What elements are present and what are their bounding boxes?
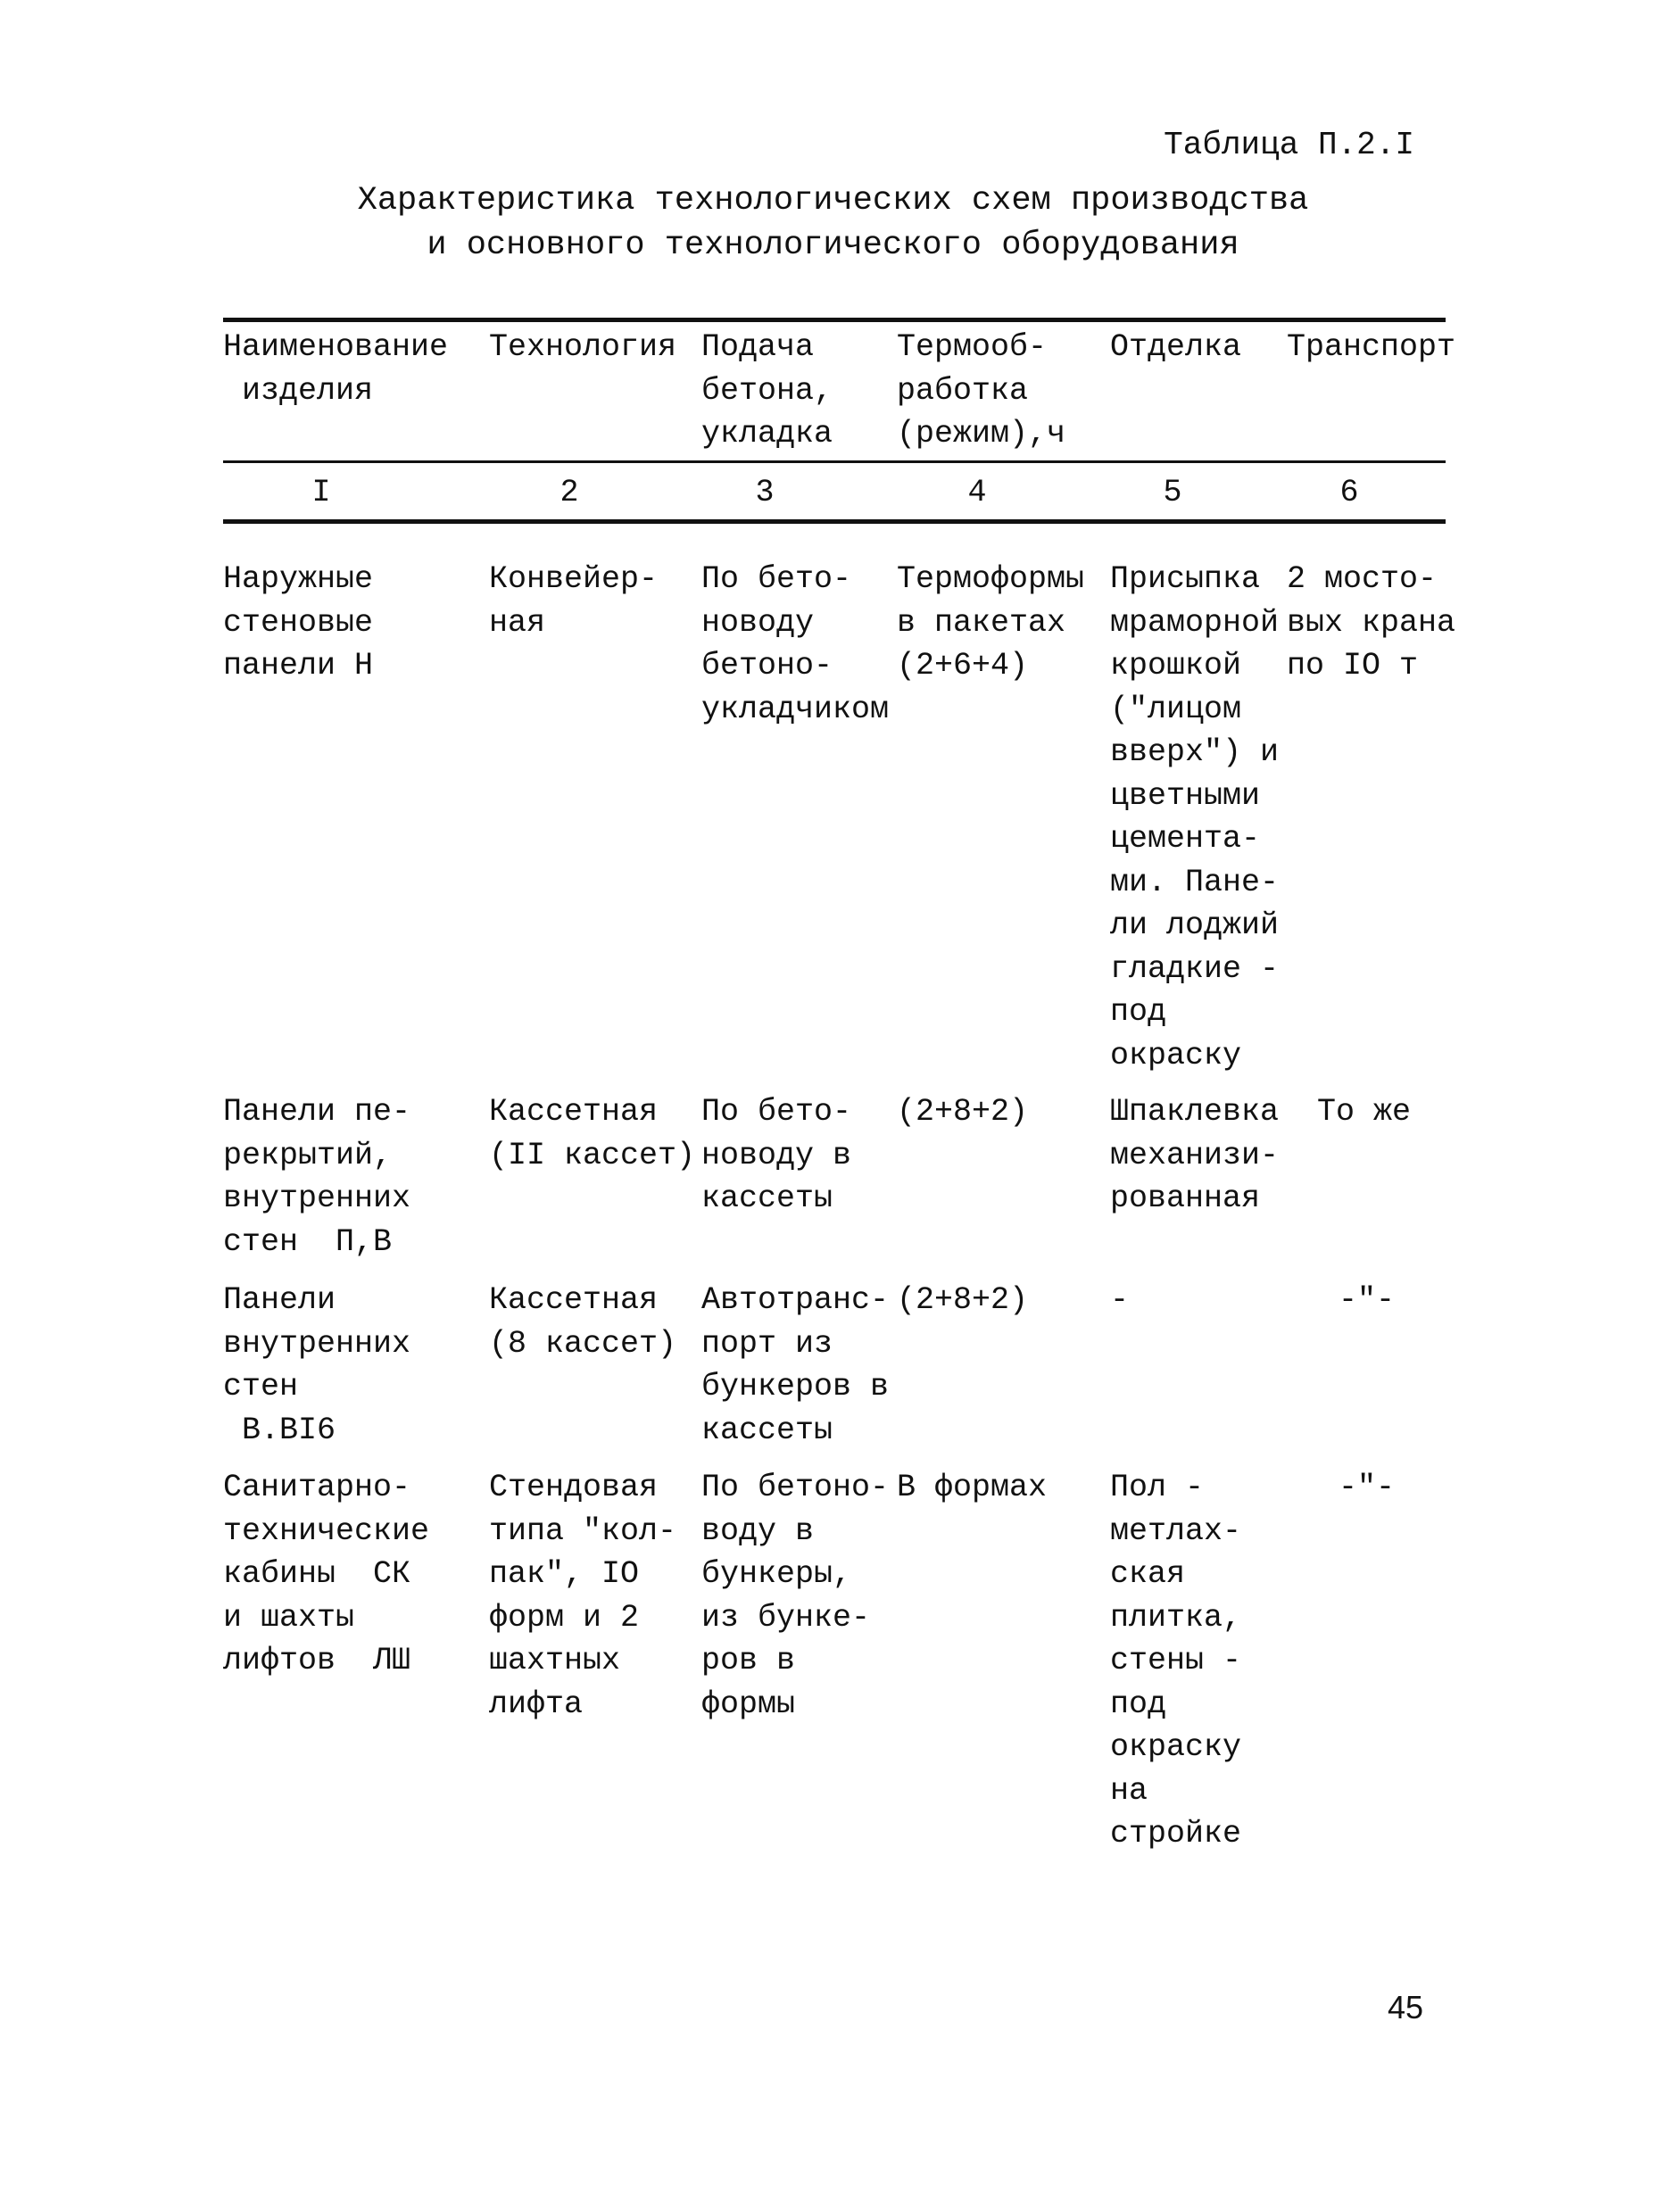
column-number: 4 xyxy=(967,475,987,510)
header-product-name: Наименование изделия xyxy=(223,329,449,409)
row4-technology: Стендовая типа "кол- пак", IO форм и 2 шахтных лифта xyxy=(489,1470,677,1722)
row3-concrete: Автотранс- порт из бункеров в кассеты xyxy=(701,1282,890,1448)
row4-heat: В формах xyxy=(897,1470,1048,1505)
header-technology: Технология xyxy=(489,329,677,365)
row3-finish: - xyxy=(1110,1282,1130,1318)
row2-finish: Шпаклевка механизи- рованная xyxy=(1110,1094,1280,1216)
row3-product: Панели внутренних стен В.ВI6 xyxy=(223,1282,411,1448)
table-title xyxy=(0,178,1666,268)
header-heat-treatment: Термооб- работка (режим),ч xyxy=(897,329,1066,452)
header-finishing: Отделка xyxy=(1110,329,1242,365)
row2-heat: (2+8+2) xyxy=(897,1094,1029,1130)
page-number: 45 xyxy=(1388,1989,1424,2026)
row2-technology: Кассетная (II кассет) xyxy=(489,1094,696,1173)
row1-finish: Присыпка мраморной крошкой ("лицом вверх") и цветными цемента- ми. Пане- ли лоджий гладкие - под окраску xyxy=(1110,561,1280,1073)
row1-technology: Конвейер- ная xyxy=(489,561,659,641)
row2-product: Панели пе- рекрытий, внутренних стен П,В xyxy=(223,1094,411,1260)
title-line-2: и основного технологического оборудования xyxy=(427,227,1239,264)
row3-transport: -"- xyxy=(1339,1282,1396,1318)
row4-product: Санитарно- технические кабины СК и шахты лифтов ЛШ xyxy=(223,1470,430,1678)
header-concrete-supply: Подача бетона, укладка xyxy=(701,329,833,452)
column-number: 6 xyxy=(1339,475,1359,510)
row4-transport: -"- xyxy=(1339,1470,1396,1505)
column-number: 5 xyxy=(1163,475,1182,510)
column-number: 2 xyxy=(559,475,579,510)
table-top-rule xyxy=(223,318,1446,322)
row4-concrete: По бетоно- воду в бункеры, из бунке- ров в формы xyxy=(701,1470,890,1722)
row3-technology: Кассетная (8 кассет) xyxy=(489,1282,677,1362)
header-transport: Транспорт xyxy=(1287,329,1456,365)
table-label: Таблица П.2.I xyxy=(1164,127,1414,163)
row1-heat: Термоформы в пакетах (2+6+4) xyxy=(897,561,1085,683)
column-number: I xyxy=(311,475,331,510)
row1-transport: 2 мосто- вых крана по IO т xyxy=(1287,561,1456,683)
row1-concrete: По бето- новоду бетоно- укладчиком xyxy=(701,561,890,727)
numbers-bottom-rule xyxy=(223,519,1446,524)
row1-product: Наружные стеновые панели Н xyxy=(223,561,374,683)
row2-transport: То же xyxy=(1317,1094,1412,1130)
row4-finish: Пол - метлах- ская плитка, стены - под окраску на стройке xyxy=(1110,1470,1242,1852)
row3-heat: (2+8+2) xyxy=(897,1282,1029,1318)
header-bottom-rule xyxy=(223,460,1446,463)
row2-concrete: По бето- новоду в кассеты xyxy=(701,1094,852,1216)
column-number: 3 xyxy=(755,475,775,510)
title-line-1: Характеристика технологических схем производства xyxy=(357,182,1309,220)
